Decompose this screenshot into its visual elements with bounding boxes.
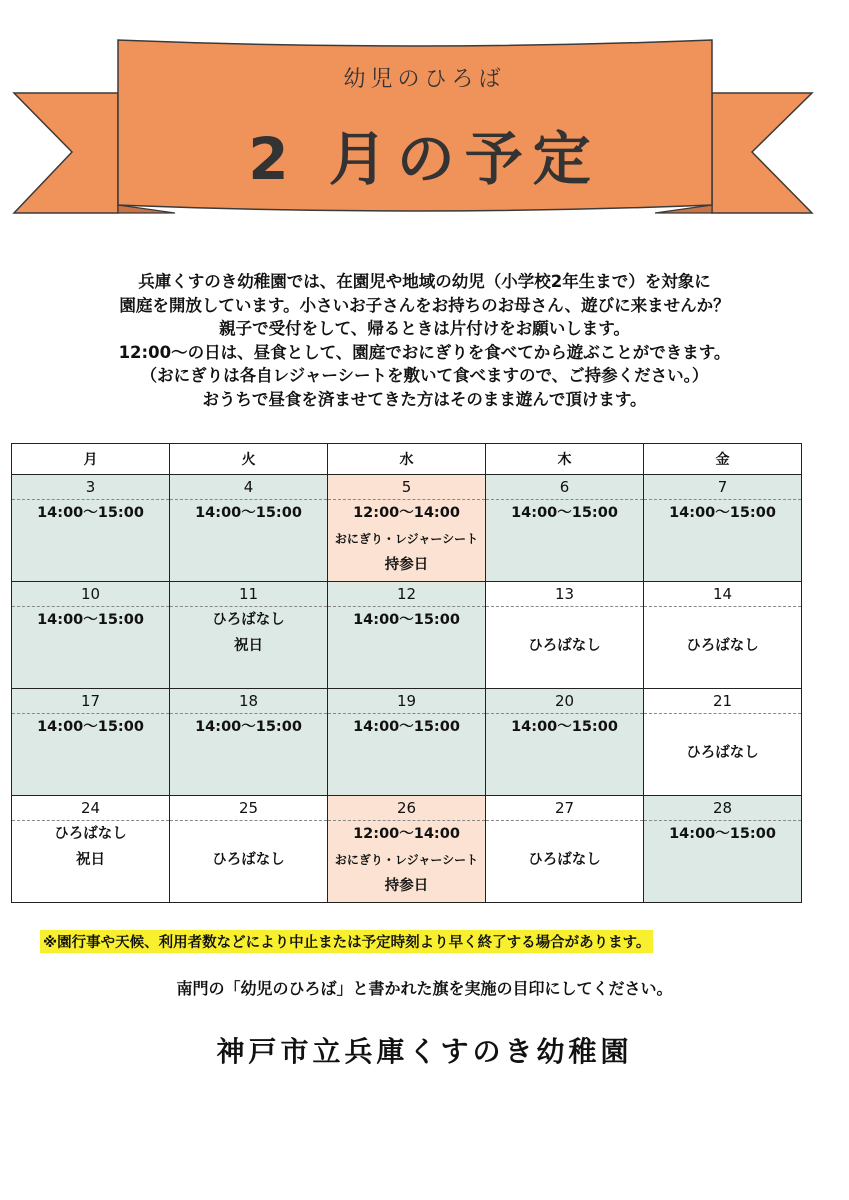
day-number: 12 (328, 582, 485, 607)
intro-line: （おにぎりは各自レジャーシートを敷いて食べますので、ご持参ください。） (140, 366, 709, 385)
day-number: 17 (12, 689, 169, 714)
day-schedule-text: ひろばなし (528, 638, 601, 654)
day-schedule-text: 持参日 (384, 557, 429, 573)
day-number: 10 (12, 582, 169, 607)
day-schedule-text: 14:00～15:00 (669, 826, 776, 842)
calendar-day-cell (170, 689, 328, 796)
notice-text: ※園行事や天候、利用者数などにより中止または予定時刻より早く終了する場合があります。 (40, 930, 653, 953)
calendar-day-cell (328, 582, 486, 689)
calendar-day-cell (644, 475, 802, 582)
weekday-header: 金 (644, 444, 802, 475)
day-number: 11 (170, 582, 327, 607)
day-schedule-text: 14:00～15:00 (669, 505, 776, 521)
day-schedule-text: 祝日 (234, 638, 263, 654)
day-schedule-text: ひろばなし (686, 638, 759, 654)
calendar-day-cell (170, 796, 328, 903)
day-number: 13 (486, 582, 643, 607)
day-number: 24 (12, 796, 169, 821)
day-schedule-text: 持参日 (384, 878, 429, 894)
day-schedule-text: おにぎり・レジャーシート (334, 853, 479, 867)
day-schedule-text: 14:00～15:00 (195, 719, 302, 735)
intro-line: おうちで昼食を済ませてきた方はそのまま遊んで頂けます。 (202, 389, 647, 409)
calendar-day-cell (12, 796, 170, 903)
day-schedule-text: 14:00～15:00 (511, 719, 618, 735)
weekday-header: 月 (12, 444, 170, 475)
day-number: 7 (644, 475, 801, 500)
day-schedule-text: おにぎり・レジャーシート (334, 532, 479, 546)
intro-line: 園庭を開放しています。小さいお子さんをお持ちのお母さん、遊びに来ませんか？ (119, 295, 730, 315)
calendar-day-cell (644, 689, 802, 796)
intro-text (20, 270, 829, 411)
day-schedule-text: 14:00～15:00 (511, 505, 618, 521)
flag-note: 南門の「幼児のひろば」と書かれた旗を実施の目印にしてください。 (176, 979, 673, 998)
day-schedule-text: 14:00～15:00 (37, 612, 144, 628)
weekday-header: 水 (328, 444, 486, 475)
calendar-day-cell (170, 582, 328, 689)
day-schedule-text: ひろばなし (212, 612, 285, 628)
calendar-week-row (12, 689, 802, 796)
calendar-body (12, 475, 802, 903)
calendar-day-cell (328, 475, 486, 582)
banner-title: 2 月の予定 (248, 125, 601, 193)
day-schedule-text: 祝日 (76, 852, 105, 868)
intro-line: 親子で受付をして、帰るときは片付けをお願いします。 (219, 319, 630, 338)
calendar-week-row (12, 582, 802, 689)
day-number: 25 (170, 796, 327, 821)
school-name: 神戸市立兵庫くすのき幼稚園 (216, 1035, 633, 1068)
day-number: 19 (328, 689, 485, 714)
day-schedule-text: 14:00～15:00 (195, 505, 302, 521)
day-number: 26 (328, 796, 485, 821)
calendar-day-cell (12, 689, 170, 796)
day-schedule-text: 14:00～15:00 (353, 719, 460, 735)
day-schedule-text: 12:00～14:00 (353, 826, 460, 842)
calendar-day-cell (12, 475, 170, 582)
calendar-day-cell (486, 689, 644, 796)
day-schedule-text: ひろばなし (686, 745, 759, 761)
intro-line: 兵庫くすのき幼稚園では、在園児や地域の幼児（小学校2年生まで）を対象に (138, 272, 711, 291)
banner-subtitle: 幼児のひろば (343, 67, 506, 92)
calendar-day-cell (328, 689, 486, 796)
day-number: 27 (486, 796, 643, 821)
calendar-day-cell (486, 475, 644, 582)
calendar-day-cell (170, 475, 328, 582)
calendar-week-row (12, 475, 802, 582)
day-schedule-text: 14:00～15:00 (37, 505, 144, 521)
day-schedule-text: 14:00～15:00 (37, 719, 144, 735)
day-number: 4 (170, 475, 327, 500)
day-schedule-text: ひろばなし (212, 852, 285, 868)
weekday-header-row (12, 444, 802, 475)
day-number: 5 (328, 475, 485, 500)
day-number: 28 (644, 796, 801, 821)
schedule-calendar (11, 443, 802, 903)
calendar-day-cell (644, 796, 802, 903)
weekday-header: 木 (486, 444, 644, 475)
calendar-day-cell (486, 582, 644, 689)
day-schedule-text: 12:00～14:00 (353, 505, 460, 521)
day-number: 18 (170, 689, 327, 714)
day-number: 3 (12, 475, 169, 500)
intro-line: 12:00～の日は、昼食として、園庭でおにぎりを食べてから遊ぶことができます。 (118, 342, 731, 362)
day-schedule-text: 14:00～15:00 (353, 612, 460, 628)
day-schedule-text: ひろばなし (528, 852, 601, 868)
day-schedule-text: ひろばなし (54, 826, 127, 842)
calendar-day-cell (12, 582, 170, 689)
calendar-day-cell (486, 796, 644, 903)
day-number: 6 (486, 475, 643, 500)
day-number: 20 (486, 689, 643, 714)
calendar-week-row (12, 796, 802, 903)
weekday-header: 火 (170, 444, 328, 475)
title-banner (0, 0, 849, 240)
calendar-day-cell (644, 582, 802, 689)
day-number: 14 (644, 582, 801, 607)
calendar-day-cell (328, 796, 486, 903)
day-number: 21 (644, 689, 801, 714)
